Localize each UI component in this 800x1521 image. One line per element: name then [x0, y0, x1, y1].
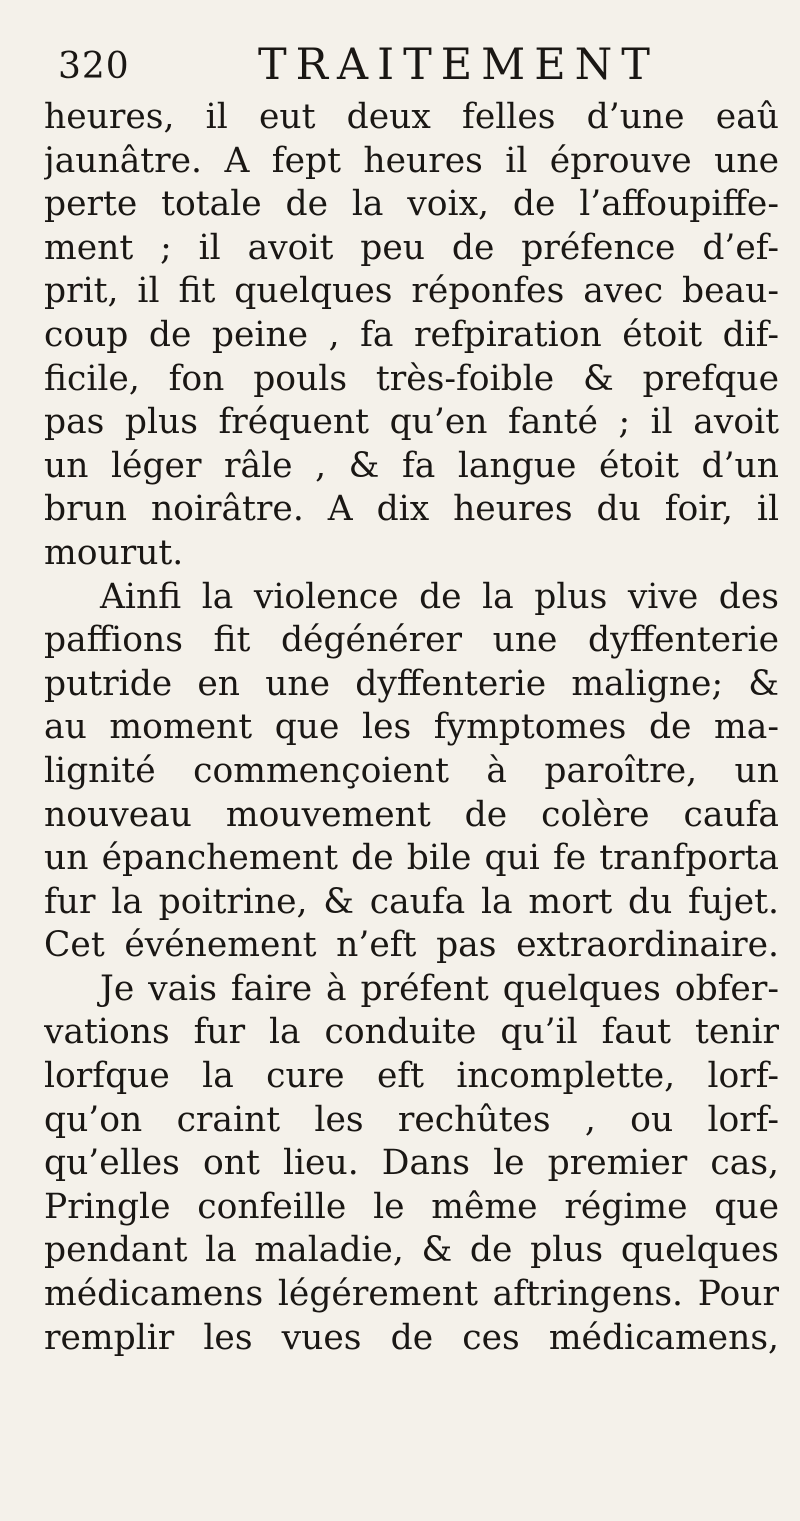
text-line: remplir les vues de ces médicamens, [44, 1317, 779, 1358]
paragraph-end-line: mourut. [44, 532, 184, 573]
page-number: 320 [58, 46, 130, 87]
text-line: paffions fit dégénérer une dyffenterie [44, 620, 779, 661]
text-line: pendant la maladie, & de plus quelques [44, 1230, 779, 1271]
text-line: Cet événement n’eft pas extraordinaire. [44, 925, 779, 966]
text-line: un léger râle , & fa langue étoit d’un [44, 445, 779, 486]
text-line: lorfque la cure eft incomplette, lorf- [44, 1056, 779, 1097]
text-line: ficile, fon pouls très-foible & prefque [44, 358, 779, 399]
text-line: putride en une dyffenterie maligne; & [44, 663, 779, 704]
text-line: coup de peine , fa refpiration étoit dif- [44, 314, 779, 355]
text-line: au moment que les fymptomes de ma- [44, 707, 779, 748]
paragraph-first-line: Je vais faire à préfent quelques obfer- [100, 968, 779, 1009]
text-line: ment ; il avoit peu de préfence d’ef- [44, 227, 779, 268]
text-line: fur la poitrine, & caufa la mort du fujet. [44, 881, 779, 922]
text-line: un épanchement de bile qui fe tranfporta [44, 838, 779, 879]
body-text [44, 96, 779, 1360]
paragraph-first-line: Ainfi la violence de la plus vive des [100, 576, 779, 617]
text-line: Pringle confeille le même régime que [44, 1186, 779, 1227]
text-line: perte totale de la voix, de l’affoupiffe- [44, 184, 779, 225]
text-line: jaunâtre. A fept heures il éprouve une [44, 140, 779, 181]
text-line: heures, il eut deux felles d’une eaû [44, 97, 779, 137]
text-line: pas plus fréquent qu’en fanté ; il avoit [44, 402, 779, 443]
text-line: nouveau mouvement de colère caufa [44, 794, 779, 835]
running-title: TRAITEMENT [258, 40, 659, 90]
text-line: vations fur la conduite qu’il faut tenir [44, 1012, 779, 1053]
running-head [58, 38, 758, 98]
text-line: médicamens légérement aftringens. Pour [44, 1274, 779, 1315]
text-line: qu’on craint les rechûtes , ou lorf- [44, 1099, 779, 1140]
text-line: qu’elles ont lieu. Dans le premier cas, [44, 1143, 779, 1184]
text-line: brun noirâtre. A dix heures du foir, il [44, 489, 779, 530]
text-line: lignité commençoient à paroître, un [44, 750, 779, 791]
text-line: prit, il fit quelques réponfes avec beau- [44, 271, 779, 312]
